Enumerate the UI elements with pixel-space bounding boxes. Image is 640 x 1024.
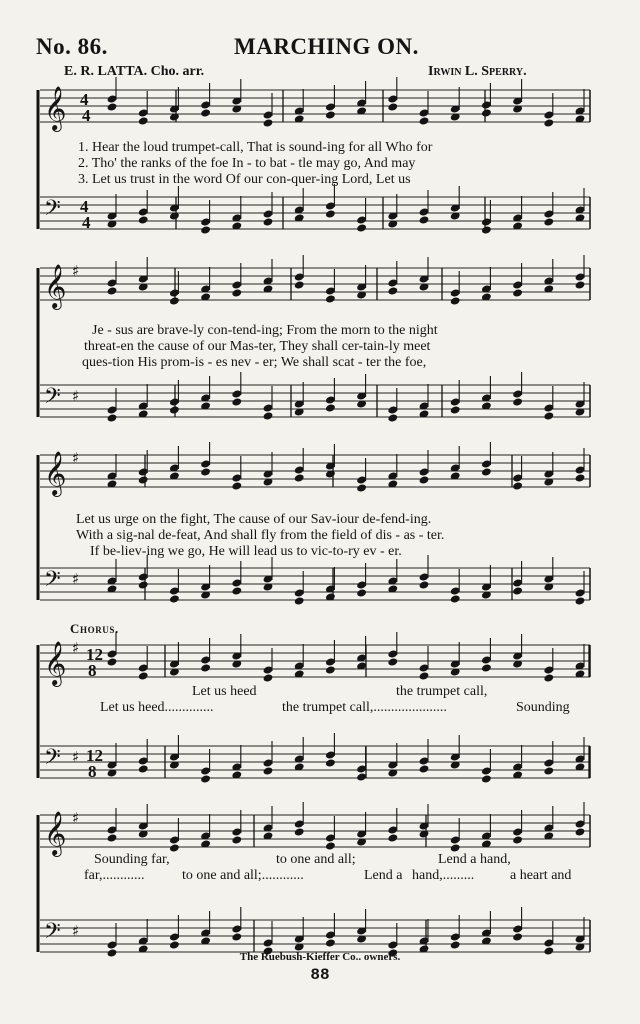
treble-clef-icon: 𝄞 (44, 86, 67, 130)
chorus-soprano-3: Sounding far, (94, 852, 170, 867)
note-head (200, 774, 211, 783)
sharp-icon: ♯ (72, 639, 80, 657)
time-signature-bottom: 4 (82, 213, 91, 232)
verse-1-line-3: Let us urge on the fight, The cause of our Sav-iour de-fend-ing. (76, 512, 432, 527)
note-head (512, 932, 523, 941)
verse-1-line-1: 1. Hear the loud trumpet-call, That is sound-ing for all Who for (78, 140, 433, 155)
note-head (387, 413, 398, 422)
treble-clef-icon: 𝄞 (44, 264, 67, 308)
note-head (575, 596, 586, 605)
note-head (512, 288, 523, 297)
note-head (543, 766, 554, 775)
sharp-icon: ♯ (72, 387, 80, 405)
note-head (169, 296, 180, 305)
note-head (387, 102, 398, 111)
sharp-icon: ♯ (72, 262, 80, 280)
chorus-bass-3: Sounding (516, 700, 570, 715)
note-head (169, 594, 180, 603)
note-head (107, 657, 118, 666)
note-head (419, 580, 430, 589)
bass-clef-icon: 𝄢 (44, 384, 61, 414)
note-head (231, 397, 242, 406)
note-head (231, 835, 242, 844)
time-signature-top: 4 (80, 197, 89, 216)
note-head (543, 673, 554, 682)
note-head (138, 215, 149, 224)
hymn-title: MARCHING ON. (234, 34, 419, 59)
time-signature-top: 4 (80, 90, 89, 109)
note-head (325, 294, 336, 303)
note-head (512, 586, 523, 595)
note-head (419, 116, 430, 125)
publisher-line: The Ruebush-Kieffer Co.. owners. (239, 951, 401, 963)
note-head (231, 288, 242, 297)
note-head (169, 405, 180, 414)
note-head (325, 209, 336, 218)
note-head (263, 217, 274, 226)
note-head (294, 596, 305, 605)
note-head (450, 405, 461, 414)
note-head (107, 286, 118, 295)
words-credit: E. R. LATTA. Cho. arr. (64, 64, 205, 79)
note-head (325, 110, 336, 119)
note-head (575, 473, 586, 482)
note-head (419, 475, 430, 484)
note-head (263, 118, 274, 127)
note-head (107, 413, 118, 422)
note-head (263, 411, 274, 420)
note-head (419, 671, 430, 680)
bass-clef-icon: 𝄢 (44, 567, 61, 597)
chorus-bass-6: Lend a (364, 868, 403, 883)
note-head (387, 833, 398, 842)
note-head (543, 217, 554, 226)
note-head (169, 843, 180, 852)
treble-clef-icon: 𝄞 (44, 641, 67, 685)
sharp-icon: ♯ (72, 809, 80, 827)
note-head (325, 403, 336, 412)
verse-2-line-2: threat-en the cause of our Mas-ter, They shall cer-tain-ly meet (84, 339, 431, 354)
note-head (356, 223, 367, 232)
hymn-number: No. 86. (36, 34, 108, 59)
note-head (543, 118, 554, 127)
time-signature-top: 12 (86, 645, 103, 664)
music-credit: Irwin L. Sperry. (428, 64, 527, 79)
chorus-bass-2: the trumpet call,..................... (282, 700, 447, 715)
chorus-soprano-4: to one and all; (276, 852, 356, 867)
verse-2-line-1: 2. Tho' the ranks of the foe In - to bat - tle may go, And may (78, 156, 416, 171)
note-head (263, 673, 274, 682)
note-head (294, 827, 305, 836)
verse-1-line-2: Je - sus are brave-ly con-tend-ing; From the morn to the night (92, 323, 438, 338)
chorus-bass-4: far,............ (84, 868, 145, 883)
note-head (481, 108, 492, 117)
bass-clef-icon: 𝄢 (44, 196, 61, 226)
page-number: 88 (310, 966, 330, 984)
note-head (450, 594, 461, 603)
chorus-soprano-1: Let us heed (192, 684, 257, 699)
chorus-soprano-5: Lend a hand, (438, 852, 511, 867)
chorus-bass-8: a heart and (510, 868, 572, 883)
note-head (325, 665, 336, 674)
note-head (575, 827, 586, 836)
bass-clef-icon: 𝄢 (44, 745, 61, 775)
note-head (200, 108, 211, 117)
treble-clef-icon: 𝄞 (44, 811, 67, 855)
bass-clef-icon: 𝄢 (44, 919, 61, 949)
note-head (512, 835, 523, 844)
note-head (481, 663, 492, 672)
time-signature-bottom: 8 (88, 762, 97, 781)
treble-clef-icon: 𝄞 (44, 451, 67, 495)
note-head (169, 940, 180, 949)
note-head (231, 586, 242, 595)
note-head (138, 116, 149, 125)
note-head (231, 932, 242, 941)
note-head (450, 940, 461, 949)
note-head (419, 215, 430, 224)
note-head (200, 467, 211, 476)
time-signature-bottom: 8 (88, 661, 97, 680)
note-head (138, 764, 149, 773)
note-head (138, 671, 149, 680)
note-head (450, 296, 461, 305)
note-head (325, 758, 336, 767)
note-head (200, 225, 211, 234)
note-head (231, 481, 242, 490)
sharp-icon: ♯ (72, 570, 80, 588)
verse-2-line-3: With a sig-nal de-feat, And shall fly from the field of dis - as - ter. (76, 528, 445, 543)
sharp-icon: ♯ (72, 922, 80, 940)
note-head (387, 657, 398, 666)
note-head (419, 764, 430, 773)
note-head (387, 286, 398, 295)
note-head (481, 774, 492, 783)
note-head (356, 588, 367, 597)
note-head (512, 397, 523, 406)
note-head (138, 475, 149, 484)
chorus-bass-1: Let us heed.............. (100, 700, 214, 715)
chorus-bass-7: hand,......... (412, 868, 475, 883)
note-head (512, 481, 523, 490)
note-head (356, 483, 367, 492)
sharp-icon: ♯ (72, 449, 80, 467)
note-head (107, 102, 118, 111)
note-head (107, 833, 118, 842)
chorus-bass-5: to one and all;............ (182, 868, 304, 883)
note-head (575, 280, 586, 289)
note-head (200, 663, 211, 672)
note-head (263, 766, 274, 775)
verse-3-line-3: If be-liev-ing we go, He will lead us to vic-to-ry ev - er. (90, 544, 402, 559)
note-head (481, 225, 492, 234)
sharp-icon: ♯ (72, 748, 80, 766)
note-head (325, 841, 336, 850)
note-head (543, 411, 554, 420)
note-head (138, 580, 149, 589)
note-head (294, 473, 305, 482)
time-signature-top: 12 (86, 746, 103, 765)
note-head (294, 280, 305, 289)
note-head (481, 467, 492, 476)
verse-3-line-1: 3. Let us trust in the word Of our con-quer-ing Lord, Let us (78, 172, 411, 187)
note-head (325, 938, 336, 947)
chorus-soprano-2: the trumpet call, (396, 684, 488, 699)
verse-3-line-2: ques-tion His prom-is - es nev - er; We shall scat - ter the foe, (82, 355, 427, 370)
time-signature-bottom: 4 (82, 106, 91, 125)
chorus-label: Chorus. (70, 621, 119, 636)
